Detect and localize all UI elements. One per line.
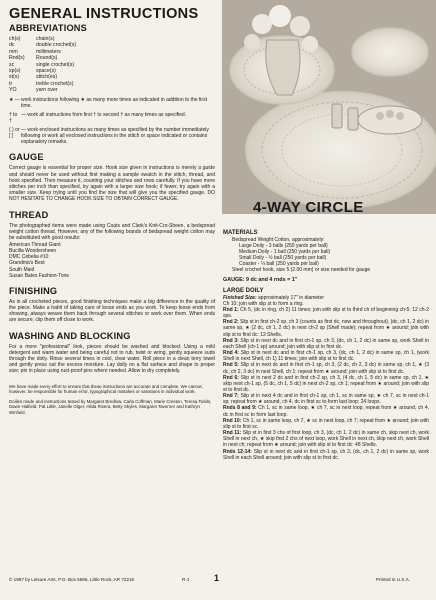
abbreviation-code: mm [9,48,18,55]
round-text: Ch 1, sc in same loop, ch 7, ★ sc in next loop, ch 7; repeat from ★ around; join with slip st to first sc. [223,417,429,430]
round-instruction [223,338,429,350]
material-item: Small Doily - ½ ball (250 yards per ball) [239,255,327,262]
round-label: Rnd 1: [223,306,239,313]
abbreviation-row [9,87,215,93]
abbreviation-meaning: stitch(es) [36,74,58,81]
pattern-gauge: GAUGE: 9 dc and 4 rnds = 1" [223,276,298,283]
thread-text: The photographed items were made using Coats and Clark's Knit-Cro-Sheen, a bedspread weight cotton thread. However, any of the following brands of bedspread weight cotton may be substituted with good results: [9,222,215,241]
washing-heading: WASHING AND BLOCKING [9,330,131,341]
abbreviation-code: YO [9,87,17,94]
doily-photo-image [222,0,436,214]
symbol-glyph: ★ — [9,96,20,103]
abbreviation-code: Rnd(s) [9,55,25,62]
round-text: Slip st in next dc and in first ch-1 sp, ch 3, (dc, ch 1, 2 dc) in same sp, work Shell in each Shell around; join with slip st to first dc. [223,448,430,461]
round-label: Rnds 8 and 9: [223,405,257,412]
starting-chain: Ch 10; join with slip st to form a ring. [223,300,304,307]
finishing-heading: FINISHING [9,285,58,296]
round-instruction [223,418,429,430]
doily-photograph [222,0,436,214]
round-instruction [223,307,429,319]
symbol-description: — work enclosed instructions as many times as specified by the number immediately following or work all enclosed instructions in the stitch or space indicated or contains explanatory remarks. [21,127,209,146]
large-doily-heading: LARGE DOILY [223,287,264,294]
symbol-glyph: ( ) or [ ] [9,127,20,140]
testers-note: Doilies made and instructions tested by Margaret Bredlow, Carla Coffman, Marie Creston, Teresa Fields, Dawn Hatfield, Pat Little, Janelle Olger, Hilda Rivera, Betty Skyles, Margaret Taverner and Kathryn Winfield. [9,398,212,415]
round-instruction [223,393,429,405]
materials-heading: MATERIALS [223,230,258,236]
round-text: Slip st in next 2 dc and in first ch-2 sp, ch 3, (4 dc, ch 1, 5 dc) in same sp, ch 1, ★ skip next ch-1 sp, (5 dc, ch 1, 5 dc) in next ch-2 sp, ch 1; repeat from ★ around; join with slip st to first dc. [223,374,429,393]
abbreviation-meaning: space(s) [36,68,56,75]
round-label: Rnd 4: [223,350,239,357]
symbol-row [9,127,215,145]
abbreviations-list [9,36,215,94]
round-label: Rnd 10: [223,417,242,424]
printed-in-text: Printed in U.S.A. [376,577,410,582]
thread-brand: Grandma's Best [9,260,45,267]
symbol-description: — work all instructions from first † to second † as many times as specified. [21,111,187,118]
round-label: Rnd 2: [223,319,239,326]
round-text: Slip st in next dc and in first ch-1 sp, ch 3, (dc, ch 1, 2 dc) in same sp, ch 1, (work Shell in next Shell, ch 1) 11 times; join with slip st to first dc. [223,350,429,363]
symbol-row [9,97,215,109]
material-item: Bedspread Weight Cotton, approximately: [232,237,325,243]
round-text: Slip st in first ch-2 sp, ch 3 (counts as first dc, now and throughout), (dc, ch 1, 2 dc) in same sp, ★ (2 dc, ch 1, 2 dc) in next ch-2 sp (Shell made); repeat from ★ around; join with slip st to first dc: 12 Shells. [223,319,429,338]
abbreviation-meaning: yarn over [36,87,58,94]
round-label: Rnd 7: [223,393,239,400]
abbreviation-meaning: double crochet(s) [36,42,77,49]
symbol-glyph: † to † [9,111,18,124]
thread-brand-list [9,242,215,279]
material-item: Steel crochet hook, size 5 (2.00 mm) or size needed for gauge [232,267,371,274]
washing-section [9,331,215,375]
round-text: Slip st in next 4 dc and in first ch-1 sp, ch 1, sc in same sp, ★ ch 7, sc in next ch-1 sp; repeat from ★ around, ch 4, dc in first sc to form last loop: 24 loops. [223,393,430,406]
round-instruction [223,375,429,393]
rounds-list [223,307,429,461]
abbreviation-meaning: Round(s) [36,55,58,62]
washing-text: For a more "professional" look, pieces should be washed and blocked. Using a mild detergent and warm water and being careful not to rub, twist or wring, gently squeeze suds through the doily. Rinse several times in cool, clear water. Roll piece in a clean terry towel and gently press out the excess moisture. Lay doily on a flat surface and shape to proper size; pin in place using rust-proof pins where needed. Allow to dry completely. [9,343,215,375]
round-text: Ch 1, sc in same loop, ★ ch 7, sc in next loop; repeat from ★ around, ch 4, dc in first sc to form last loop. [223,405,429,418]
material-item: Coaster - ¼ ball (250 yards per ball) [239,261,319,268]
round-label: Rnd 6: [223,374,239,381]
round-label: Rnd 11: [223,430,242,437]
abbreviation-code: sp(s) [9,68,21,75]
materials-list [223,237,429,274]
thread-section [9,210,215,279]
round-text: Slip st in next dc and in first ch-1 sp, ch 3, (2 dc, ch 2, 3 dc) in same sp, ch 1, ★ (3 dc, ch 2, 3 dc) in next Shell, ch 1; repeat from ★ around; join with slip st to first dc. [223,362,429,375]
gauge-text: Correct gauge is essential for proper size. Hook size given in instructions is merely a guide and should never be used without first making a sample swatch in the stitch, thread, and hook specified. Then measure it, counting your stitches and rows carefully. If you have more stitches per inch than specified, try again with a larger size hook; if fewer, try again with a smaller size. Keep trying until you find the size that will give you the specified gauge. DO NOT HESITATE TO CHANGE HOOK SIZE TO OBTAIN CORRECT GAUGE. [9,165,215,203]
abbreviation-meaning: treble crochet(s) [36,80,74,87]
round-label: Rnd 3: [223,337,239,344]
abbreviation-code: st(s) [9,74,20,81]
thread-brand: American Thread Giant [9,242,61,249]
round-instruction [223,350,429,362]
round-instruction [223,449,429,461]
thread-brand: South Maid [9,266,35,273]
round-instruction [223,362,429,374]
symbol-description: work instructions following ★ as many more times as indicated in addition to the first time. [21,96,207,109]
gauge-heading: GAUGE [9,152,44,163]
abbreviation-meaning: millimeters [36,48,61,55]
symbol-row [9,112,215,124]
abbreviation-meaning: single crochet(s) [36,61,75,68]
round-text: Slip st in next dc and in first ch-1 sp, ch 3, (dc, ch 1, 2 dc) in same sp, work Shell in each Shell (ch-1 sp) around; join with slip st to first dc. [223,337,429,350]
round-label: Rnd 5: [223,362,239,369]
abbreviation-meaning: chain(s) [36,36,55,42]
finishing-text: As in all crocheted pieces, good finishing techniques make a big difference in the quality of the piece. Make a habit of taking care of loose ends as you work. To keep loose ends from showing, always weave them back through several stitches or work over them. When ends are secure, clip them off close to work. [9,298,215,324]
pattern-instructions-column [223,230,429,461]
round-instruction [223,319,429,337]
leaflet-code: R-1 [182,577,190,582]
abbreviation-code: ch(s) [9,36,21,42]
thread-brand: Bucilla Wondersheen [9,248,57,255]
page-number: 1 [214,573,220,583]
copyright-text: © 1987 by Leisure Arts, P.O. Box 5595, Little Rock, AR 72215 [9,577,135,582]
accuracy-note: We have made every effort to ensure that these instructions are accurate and complete. We cannot, however, be responsible for human error, typographical mistakes or variations in individual work. [9,383,203,394]
round-label: Rnds 12-14: [223,448,252,455]
abbreviation-code: tr [9,80,13,87]
material-item: Large Doily - 3 balls (250 yards per ball) [239,243,328,250]
symbols-list [9,97,215,146]
round-instruction [223,430,429,448]
abbreviation-code: dc [9,42,15,49]
thread-brand: DMC Cebelia #10 [9,254,49,261]
finished-size-value: approximately 17" in diameter [258,294,324,301]
abbreviations-heading: ABBREVIATIONS [9,23,87,33]
general-instructions-title: GENERAL INSTRUCTIONS [9,6,199,22]
material-item: Medium Doily - 1 ball (250 yards per ball) [239,249,331,256]
round-instruction [223,405,429,417]
general-instructions-column [9,6,215,419]
finishing-section [9,286,215,324]
pattern-title: 4-WAY CIRCLE [253,199,364,216]
finished-size-label: Finished Size: [223,294,257,301]
thread-brand: Susan Bates Fashion-Tone [9,272,70,279]
round-text: Slip st in first 3 chs of first loop, ch 3, (dc, ch 1, 2 dc) in same ch, skip next ch, work Shell in next ch, ★ skip first 2 chs of next loop, work Shell in next ch, skip next ch, work Shell in next ch; repeat from ★ around; join with slip st to first dc: 48 Shells. [223,430,430,449]
gauge-section [9,152,215,202]
round-text: Ch 5, (dc in ring, ch 2) 11 times; join with slip st to third ch of beginning ch-5: 12 ch-2 sps. [223,306,429,320]
abbreviation-code: sc [9,61,15,68]
thread-heading: THREAD [9,209,49,220]
